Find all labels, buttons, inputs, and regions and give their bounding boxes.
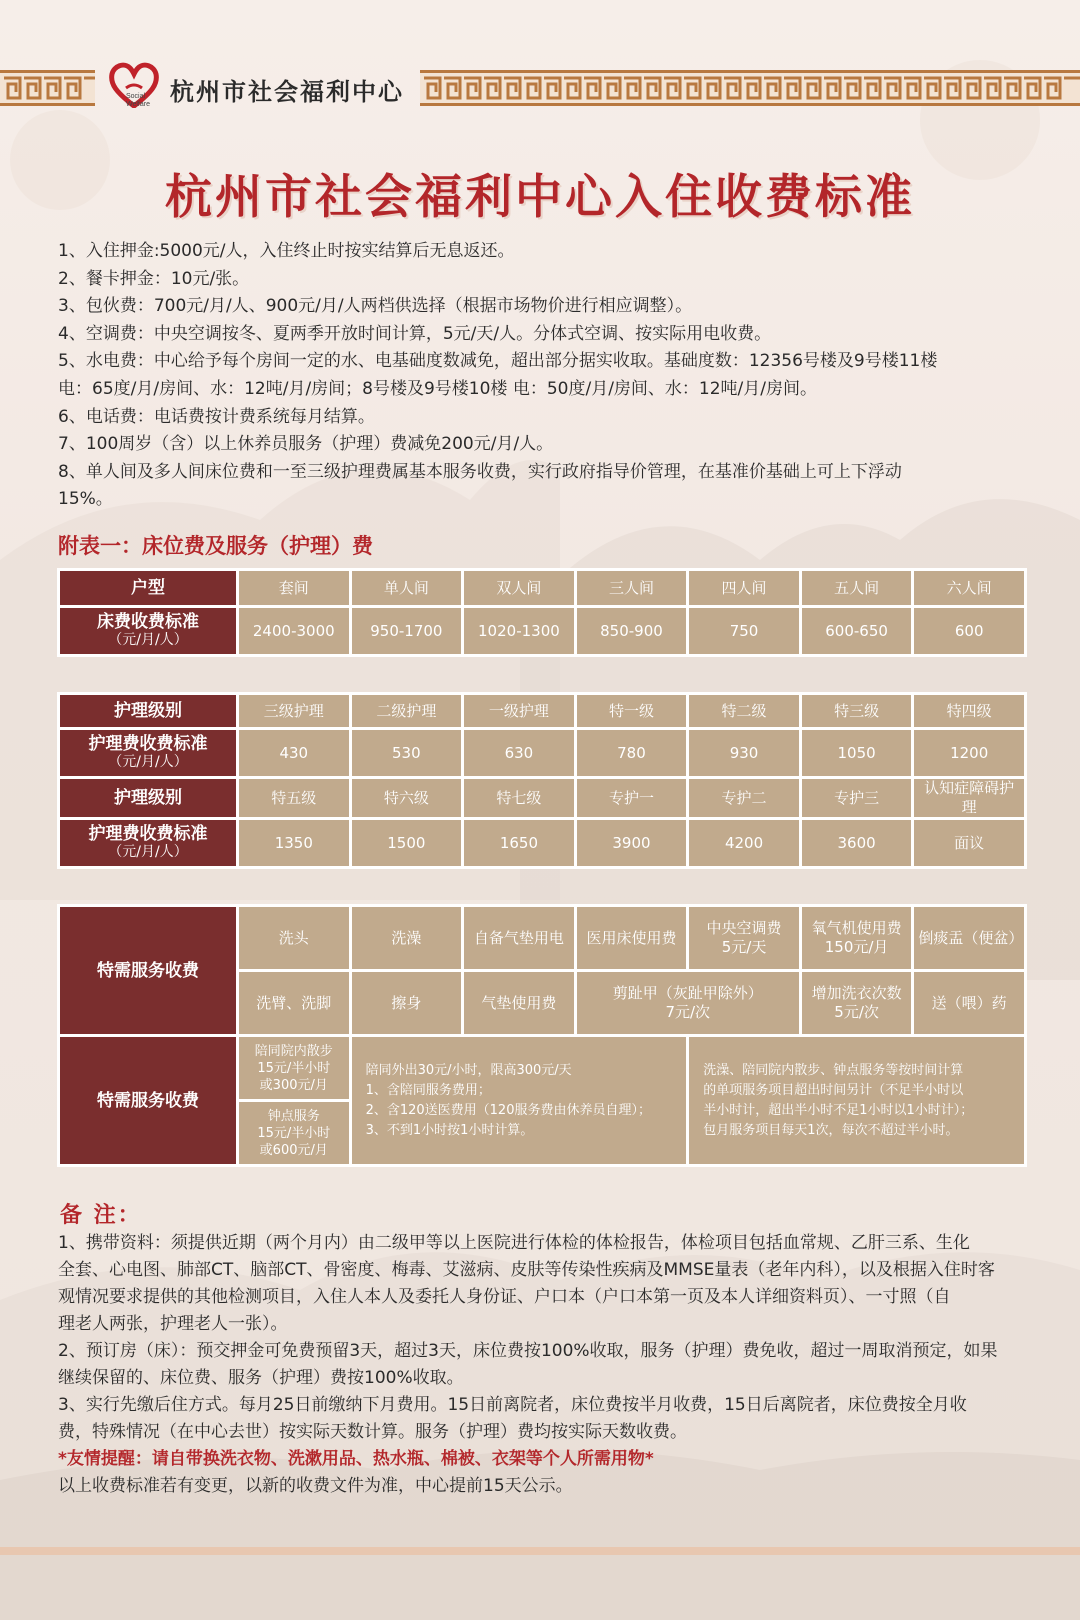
rule-line: 2、餐卡押金：10元/张。 [58, 268, 250, 289]
bottom-divider [0, 1547, 1080, 1555]
note-line: 继续保留的、床位费、服务（护理）费按100%收取。 [58, 1368, 464, 1388]
room-fee-header: 床费收费标准 （元/月/人） [60, 608, 236, 654]
service-cell: 钟点服务 15元/半小时 或600元/月 [239, 1102, 349, 1164]
fret-pattern-right [420, 70, 1080, 106]
logo-english-text: Social Welfare [126, 93, 150, 108]
table-row [60, 1037, 1024, 1099]
nursing-fee-cell: 780 [577, 730, 687, 776]
nursing-level-cell: 二级护理 [352, 695, 462, 727]
room-fee-cell: 2400-3000 [239, 608, 349, 654]
room-type-cell: 六人间 [914, 571, 1024, 605]
table-row [60, 608, 1024, 654]
service-cell: 洗臂、洗脚 [239, 972, 349, 1034]
notes-section [58, 1230, 1033, 1500]
room-type-header: 户型 [60, 571, 236, 605]
service-cell: 剪趾甲（灰趾甲除外） 7元/次 [577, 972, 799, 1034]
table-row [60, 730, 1024, 776]
time-billing-note-cell: 洗澡、陪同院内散步、钟点服务等按时间计算 的单项服务项目超出时间另计（不足半小时以 半小时计，超出半小时不足1小时以1小时计）； 包月服务项目每天1次，每次不超过半小时。 [689, 1037, 1024, 1164]
room-fee-cell: 600-650 [802, 608, 912, 654]
note-line: 全套、心电图、肺部CT、脑部CT、骨密度、梅毒、艾滋病、皮肤等传染性疾病及MMSE量表（老年内科），以及根据入住时客 [58, 1260, 995, 1280]
service-cell: 洗澡 [352, 907, 462, 969]
special-service-header: 特需服务收费 [60, 907, 236, 1034]
nursing-level-cell: 特四级 [914, 695, 1024, 727]
rule-line: 8、单人间及多人间床位费和一至三级护理费属基本服务收费，实行政府指导价管理，在基准价基础上可上下浮动 [58, 461, 902, 482]
table-section-title: 附表一：床位费及服务（护理）费 [58, 534, 373, 558]
nursing-level-cell: 认知症障碍护理 [914, 779, 1024, 817]
service-cell: 洗头 [239, 907, 349, 969]
nursing-fee-table [57, 692, 1027, 869]
logo-name: 杭州市社会福利中心 [170, 77, 404, 106]
nursing-fee-cell: 1650 [464, 820, 574, 866]
nursing-fee-cell: 1350 [239, 820, 349, 866]
table-row [60, 907, 1024, 969]
rule-line: 3、包伙费：700元/月/人、900元/月/人两档供选择（根据市场物价进行相应调整）。 [58, 296, 693, 317]
rule-line: 6、电话费：电话费按计费系统每月结算。 [58, 406, 375, 427]
page-title: 杭州市社会福利中心入住收费标准 [165, 170, 915, 225]
nursing-level-cell: 特一级 [577, 695, 687, 727]
rule-line: 电：65度/月/房间、水：12吨/月/房间；8号楼及9号楼10楼 电：50度/月/房间、水：12吨/月/房间。 [58, 378, 818, 399]
room-type-cell: 四人间 [689, 571, 799, 605]
nursing-fee-cell: 3600 [802, 820, 912, 866]
table-row [60, 779, 1024, 817]
room-fee-cell: 950-1700 [352, 608, 462, 654]
service-cell: 擦身 [352, 972, 462, 1034]
note-line: 观情况要求提供的其他检测项目，入住人本人及委托人身份证、户口本（户口本第一页及本人详细资料页）、一寸照（自 [58, 1287, 951, 1307]
note-line: 理老人两张，护理老人一张）。 [58, 1314, 288, 1334]
nursing-fee-cell: 430 [239, 730, 349, 776]
nursing-fee-cell: 1500 [352, 820, 462, 866]
final-note: 以上收费标准若有变更，以新的收费文件为准，中心提前15天公示。 [58, 1476, 573, 1496]
room-type-cell: 套间 [239, 571, 349, 605]
table-row [60, 695, 1024, 727]
room-fee-cell: 850-900 [577, 608, 687, 654]
nursing-level-cell: 三级护理 [239, 695, 349, 727]
friendly-reminder: *友情提醒：请自带换洗衣物、洗漱用品、热水瓶、棉被、衣架等个人所需用物* [58, 1449, 654, 1469]
note-line: 3、实行先缴后住方式。每月25日前缴纳下月费用。15日前离院者，床位费按半月收费，15日后离院者，床位费按全月收 [58, 1395, 967, 1415]
nursing-fee-cell: 930 [689, 730, 799, 776]
room-fee-cell: 1020-1300 [464, 608, 574, 654]
nursing-fee-cell: 1200 [914, 730, 1024, 776]
nursing-fee-cell: 630 [464, 730, 574, 776]
nursing-level-cell: 特二级 [689, 695, 799, 727]
nursing-level-cell: 特六级 [352, 779, 462, 817]
rule-line: 15%。 [58, 489, 113, 510]
nursing-level-cell: 一级护理 [464, 695, 574, 727]
nursing-fee-cell: 面议 [914, 820, 1024, 866]
note-line: 费，特殊情况（在中心去世）按实际天数计算。服务（护理）费均按实际天数收费。 [58, 1422, 687, 1442]
fee-rules-list [58, 238, 1028, 514]
rule-line: 1、入住押金:5000元/人，入住终止时按实结算后无息返还。 [58, 241, 515, 261]
service-cell: 中央空调费 5元/天 [689, 907, 799, 969]
note-line: 2、预订房（床）：预交押金可免费预留3天，超过3天，床位费按100%收取，服务（护理）费免收，超过一周取消预定，如果 [58, 1341, 998, 1361]
room-type-cell: 三人间 [577, 571, 687, 605]
room-fee-cell: 750 [689, 608, 799, 654]
special-service-header: 特需服务收费 [60, 1037, 236, 1164]
service-cell: 陪同院内散步 15元/半小时 或300元/月 [239, 1037, 349, 1099]
nursing-fee-cell: 530 [352, 730, 462, 776]
nursing-fee-cell: 4200 [689, 820, 799, 866]
outing-service-cell: 陪同外出30元/小时，限高300元/天 1、含陪同服务费用； 2、含120送医费用（120服务费由休养员自理）； 3、不到1小时按1小时计算。 [352, 1037, 687, 1164]
room-fee-table [57, 568, 1027, 657]
service-cell: 自备气垫用电 [464, 907, 574, 969]
rule-line: 7、100周岁（含）以上休养员服务（护理）费减免200元/月/人。 [58, 434, 554, 455]
nursing-level-cell: 专护三 [802, 779, 912, 817]
nursing-fee-header: 护理费收费标准 （元/月/人） [60, 820, 236, 866]
nursing-level-cell: 特五级 [239, 779, 349, 817]
nursing-level-cell: 特七级 [464, 779, 574, 817]
room-type-cell: 双人间 [464, 571, 574, 605]
nursing-level-cell: 专护一 [577, 779, 687, 817]
nursing-fee-header: 护理费收费标准 （元/月/人） [60, 730, 236, 776]
room-type-cell: 五人间 [802, 571, 912, 605]
service-cell: 增加洗衣次数 5元/次 [802, 972, 912, 1034]
nursing-level-header: 护理级别 [60, 695, 236, 727]
service-cell: 医用床使用费 [577, 907, 687, 969]
nursing-fee-cell: 1050 [802, 730, 912, 776]
logo [100, 58, 425, 118]
room-type-cell: 单人间 [352, 571, 462, 605]
service-cell: 送（喂）药 [914, 972, 1024, 1034]
nursing-level-cell: 专护二 [689, 779, 799, 817]
nursing-level-header: 护理级别 [60, 779, 236, 817]
rule-line: 5、水电费：中心给予每个房间一定的水、电基础度数减免，超出部分据实收取。基础度数：12356号楼及9号楼11楼 [58, 351, 938, 372]
special-service-table [57, 904, 1027, 1167]
notes-title: 备 注： [60, 1203, 142, 1228]
nursing-level-cell: 特三级 [802, 695, 912, 727]
table-row [60, 571, 1024, 605]
service-cell: 氧气机使用费 150元/月 [802, 907, 912, 969]
service-cell: 气垫使用费 [464, 972, 574, 1034]
nursing-fee-cell: 3900 [577, 820, 687, 866]
note-line: 1、携带资料：须提供近期（两个月内）由二级甲等以上医院进行体检的体检报告，体检项目包括血常规、乙肝三系、生化 [58, 1233, 970, 1253]
service-cell: 倒痰盂（便盆） [914, 907, 1024, 969]
rule-line: 4、空调费：中央空调按冬、夏两季开放时间计算，5元/天/人。分体式空调、按实际用电收费。 [58, 323, 772, 344]
fret-pattern-left [0, 70, 95, 106]
room-fee-cell: 600 [914, 608, 1024, 654]
table-row [60, 820, 1024, 866]
